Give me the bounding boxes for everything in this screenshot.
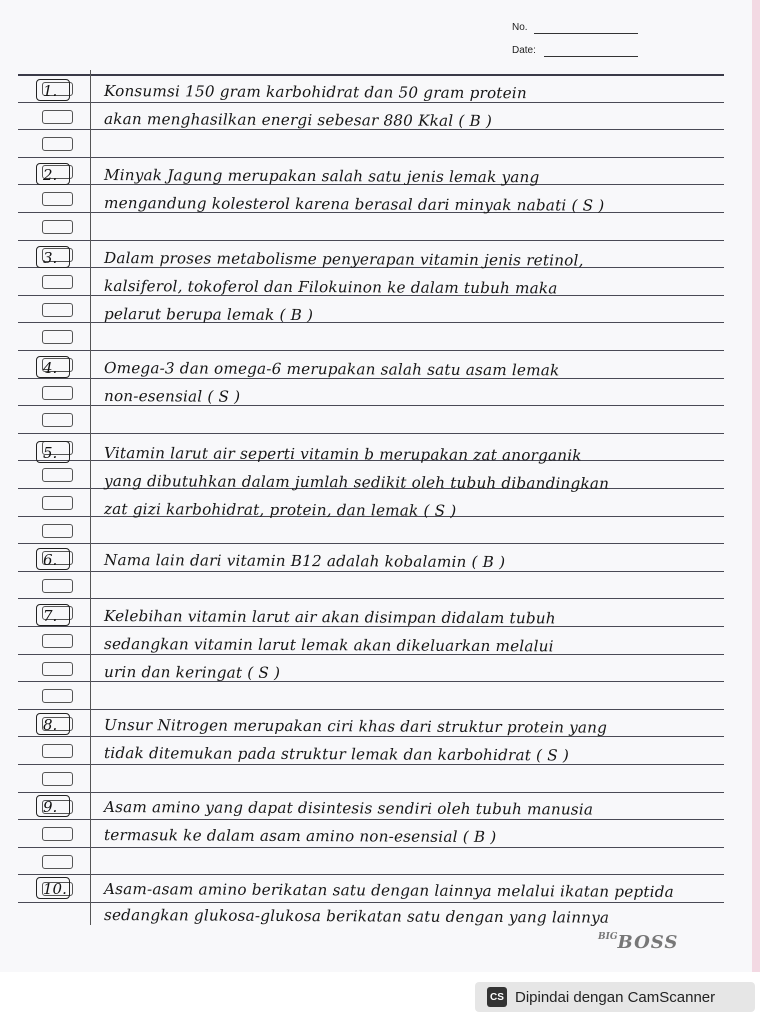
ruled-line [18, 74, 724, 76]
item-text-line: Asam amino yang dapat disintesis sendiri oleh tubuh manusia [103, 798, 594, 819]
ruled-line [18, 350, 724, 351]
margin-box [42, 303, 73, 317]
margin-box [42, 413, 73, 427]
margin-box [42, 496, 73, 510]
item-text-line: Vitamin larut air seperti vitamin b merupakan zat anorganik [103, 444, 582, 465]
item-text-line: sedangkan glukosa-glukosa berikatan satu dengan yang lainnya [103, 906, 610, 927]
margin-box [42, 827, 73, 841]
item-number: 4. [36, 356, 70, 378]
margin-line [90, 70, 91, 925]
no-label: No. [512, 22, 528, 33]
item-text-line: mengandung kolesterol karena berasal dari minyak nabati ( S ) [103, 194, 605, 215]
brand-logo [598, 932, 678, 953]
ruled-line [18, 598, 724, 599]
item-number: 1. [36, 79, 70, 101]
item-text-line: Konsumsi 150 gram karbohidrat dan 50 gram protein [103, 82, 527, 103]
camscanner-text: Dipindai dengan CamScanner [515, 988, 716, 1006]
margin-box [42, 468, 73, 482]
margin-box [42, 192, 73, 206]
item-text-line: Asam-asam amino berikatan satu dengan lainnya melalui ikatan peptida [103, 880, 674, 901]
item-number: 9. [36, 795, 70, 817]
item-number: 10. [36, 877, 70, 899]
item-text-line: Unsur Nitrogen merupakan ciri khas dari struktur protein yang [103, 716, 608, 737]
date-label: Date: [512, 45, 536, 56]
item-text-line: yang dibutuhkan dalam jumlah sedikit oleh tubuh dibandingkan [103, 472, 610, 493]
camscanner-icon: CS [487, 987, 507, 1007]
margin-box [42, 386, 73, 400]
margin-box [42, 137, 73, 151]
margin-box [42, 662, 73, 676]
item-text-line: termasuk ke dalam asam amino non-esensial ( B ) [103, 826, 497, 847]
margin-box [42, 744, 73, 758]
item-number: 8. [36, 713, 70, 735]
item-text-line: Omega-3 dan omega-6 merupakan salah satu asam lemak [103, 359, 560, 380]
margin-box [42, 634, 73, 648]
margin-box [42, 220, 73, 234]
item-text-line: kalsiferol, tokoferol dan Filokuinon ke dalam tubuh maka [103, 277, 558, 298]
item-text-line: Nama lain dari vitamin B12 adalah kobalamin ( B ) [103, 551, 506, 572]
item-number: 6. [36, 548, 70, 570]
item-text-line: zat gizi karbohidrat, protein, dan lemak ( S ) [103, 500, 457, 520]
item-text-line: Dalam proses metabolisme penyerapan vitamin jenis retinol, [103, 249, 584, 270]
margin-box [42, 855, 73, 869]
ruled-line [18, 792, 724, 793]
item-number: 3. [36, 246, 70, 268]
item-text-line: Kelebihan vitamin larut air akan disimpan didalam tubuh [103, 607, 556, 628]
camscanner-watermark [475, 982, 755, 1012]
item-text-line: urin dan keringat ( S ) [103, 663, 281, 682]
ruled-line [18, 819, 724, 820]
item-number: 5. [36, 441, 70, 463]
item-text-line: non-esensial ( S ) [103, 387, 241, 406]
margin-box [42, 330, 73, 344]
ruled-line [18, 543, 724, 544]
margin-box [42, 772, 73, 786]
item-number: 2. [36, 163, 70, 185]
item-text-line: sedangkan vitamin larut lemak akan dikeluarkan melalui [103, 635, 554, 656]
item-text-line: pelarut berupa lemak ( B ) [103, 305, 314, 325]
item-text-line: tidak ditemukan pada struktur lemak dan karbohidrat ( S ) [103, 744, 570, 765]
item-text-line: Minyak Jagung merupakan salah satu jenis lemak yang [103, 166, 540, 187]
item-number: 7. [36, 604, 70, 626]
margin-box [42, 689, 73, 703]
item-text-line: akan menghasilkan energi sebesar 880 Kkal ( B ) [103, 110, 493, 131]
margin-box [42, 524, 73, 538]
ruled-line [18, 709, 724, 710]
ruled-line [18, 157, 724, 158]
brand-logo-small: BIG [598, 932, 618, 942]
margin-box [42, 110, 73, 124]
margin-box [42, 275, 73, 289]
ruled-line [18, 433, 724, 434]
margin-box [42, 579, 73, 593]
ruled-line [18, 240, 724, 241]
brand-logo-big: BOSS [617, 932, 679, 953]
ruled-line [18, 874, 724, 875]
ruled-line [18, 902, 724, 903]
ruled-line [18, 847, 724, 848]
